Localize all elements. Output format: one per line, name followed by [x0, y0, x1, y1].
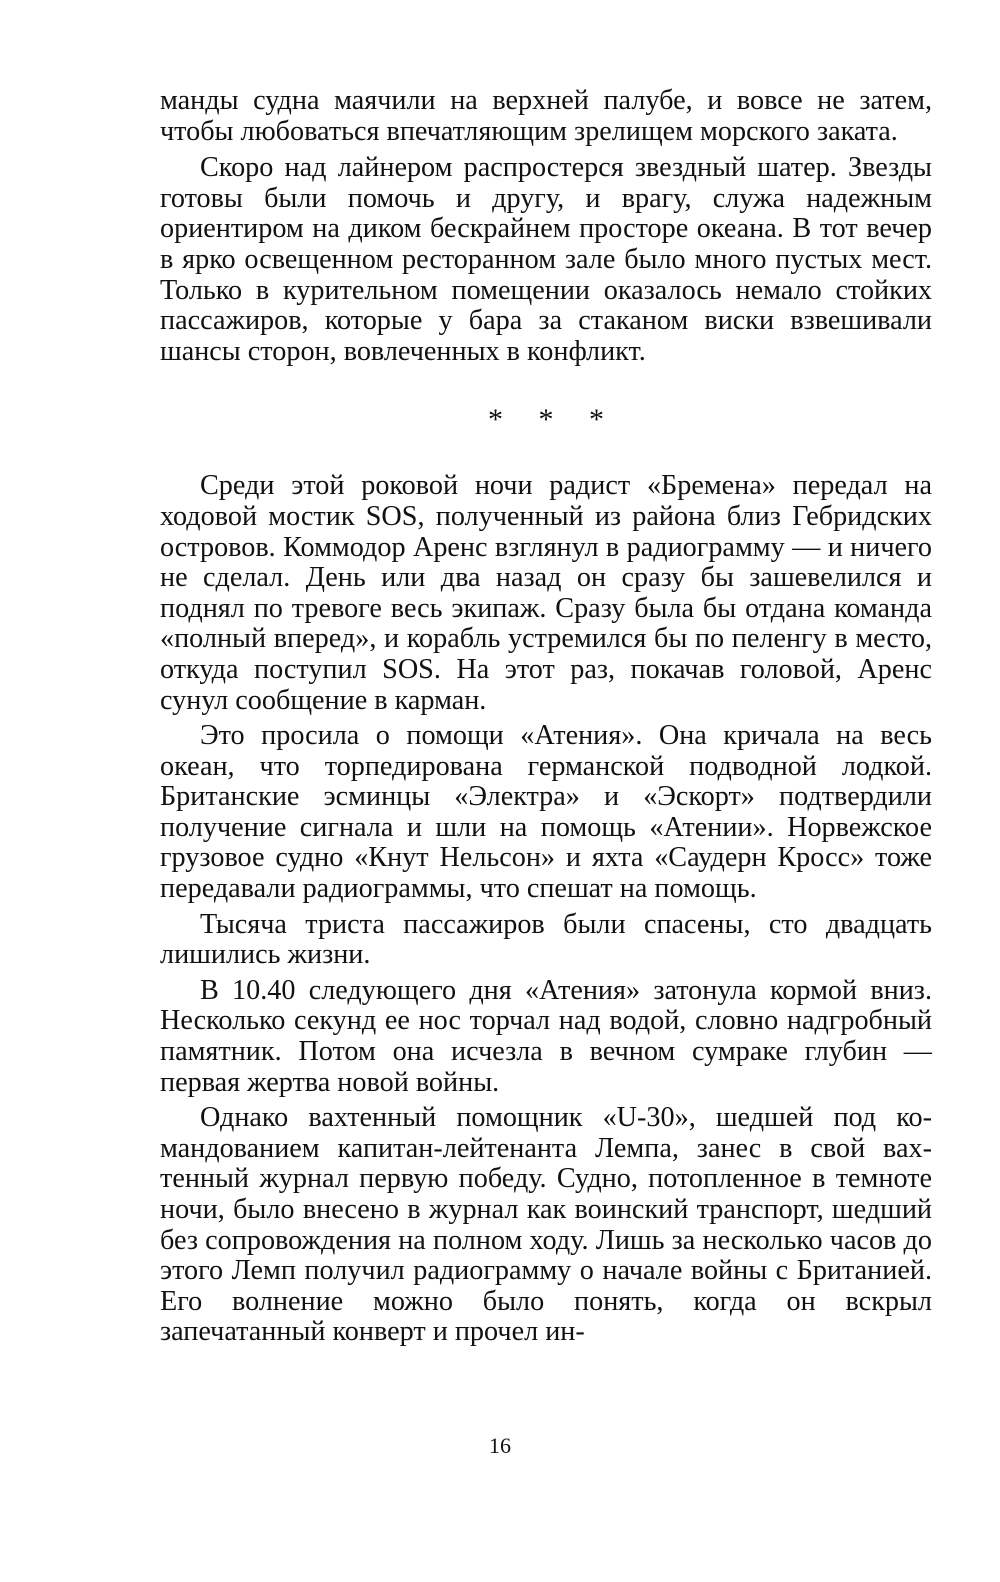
text-section-1 — [160, 86, 932, 367]
paragraph: В 10.40 следующего дня «Атения» затонула кормой вниз. Несколько секунд ее нос торчал над водой, словно надгробный памятник. Потом она исчезла в вечном сумраке глубин — первая жертва новой войны. — [160, 974, 932, 1098]
paragraph: Это просила о помощи «Атения». Она кричала на весь океан, что торпедирована германской подводной лодкой. Британские эсминцы «Электра» и «Эскорт» подтвердили получение сигнала и шли на помощь «Атении». Норвежское грузовое судно «Кнут Нельсон» и яхта «Саудерн Кросс» тоже передавали радиограммы, что спешат на помощь. — [160, 720, 932, 905]
paragraph: Тысяча триста пассажиров были спасены, сто двадцать лишились жизни. — [160, 908, 932, 971]
paragraph-continuation: манды судна маячили на верхней палубе, и вовсе не затем, чтобы любоваться впечатляющим зрелищем морского заката. — [160, 85, 932, 147]
paragraph: Однако вахтенный помощник «U-30», шедшей под командованием капитан-лейтенанта Лемпа, занес в свой вахтенный журнал первую победу. Судно, потопленное в темноте ночи, было внесено в журнал как воинский транспорт, шедший без сопровождения на полном ходу. Лишь за несколько часов до этого Лемп получил радиограмму о начале войны с Британией. Его волнение можно было понять, когда он вскрыл запечатанный конверт и прочел ин- — [160, 1102, 932, 1348]
paragraph: Среди этой роковой ночи радист «Бремена» передал на ходовой мостик SOS, полученный из района близ Гебридских островов. Коммодор Аренс взглянул в радиограмму — и ничего не сделал. День или два назад он сразу бы зашевелился и поднял по тревоге весь экипаж. Сразу была бы отдана команда «полный вперед», и корабль устремился бы по пеленгу в место, откуда поступил SOS. На этот раз, покачав головой, Аренс сунул сообщение в карман. — [160, 470, 932, 716]
page-number: 16 — [489, 1433, 511, 1458]
text-section-2 — [160, 471, 932, 1348]
section-separator: * * * — [488, 403, 618, 437]
page-body — [160, 86, 932, 1348]
paragraph: Скоро над лайнером распростерся звездный шатер. Звезды готовы были помочь и другу, и врагу, служа надежным ориентиром на диком бескрайнем просторе океана. В тот вечер в ярко освещенном ресторанном зале было много пустых мест. Только в курительном помещении оказалось немало стойких пассажиров, которые у бара за стаканом виски взвешивали шансы сторон, вовлеченных в конфликт. — [160, 152, 932, 367]
